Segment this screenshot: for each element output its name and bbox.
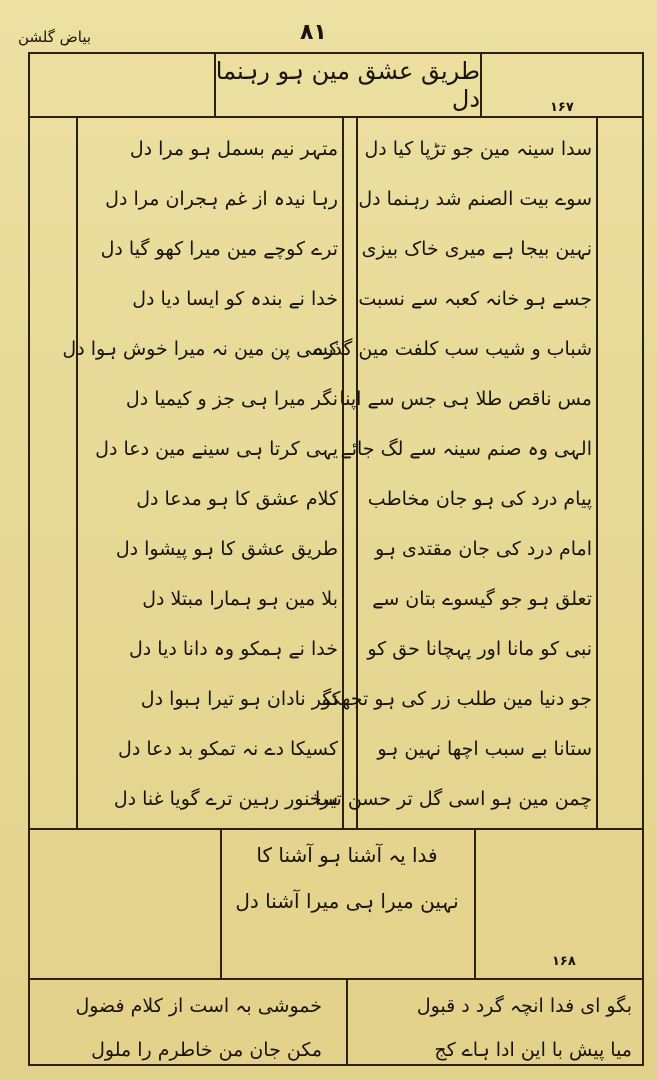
verse-line: کسیکا دے نہ تمکو بد دعا دل [118,738,338,760]
section-2-left-column [46,984,322,1072]
section-1-left-column [62,124,338,824]
verse-line: چمن مین ہو اسی گل تر حسن تیرا [315,788,592,810]
bottom-rule [30,978,642,980]
verse-line: یہی کرتا ہی سینے مین دعا دل [95,438,338,460]
verse-line: امام درد کی جان مقتدی ہو [375,538,592,560]
verse-line: ستانا بے سبب اچھا نہین ہو [377,738,592,760]
page-number: ۸۱ [300,20,327,45]
verse-line: کلام عشق کا ہو مدعا دل [136,488,338,510]
section-1-right-column [313,124,592,824]
verse-line: نگر میرا ہی جز و کیمیا دل [125,388,338,410]
verse-line: بلا مین ہو ہمارا مبتلا دل [142,588,338,610]
title-rule [30,116,642,118]
section-2-right-column [352,984,632,1072]
book-title: بیاض گلشن [18,28,92,46]
verse-line: شباب و شیب سب کلفت مین گذرے [313,338,592,360]
section-rule [30,828,642,830]
verse-line: میا پیش با این ادا ہاے کج [434,1039,632,1061]
verse-line: جو دنیا مین طلب زر کی ہو تجھکو [321,688,592,710]
bottom-divider [346,978,348,1064]
title-divider-right [480,54,482,116]
verse-line: بگو ای فدا انچہ گرد د قبول [416,995,632,1017]
verse-line: الہی وہ صنم سینہ سے لگ جائے [340,438,592,460]
verse-line: جسے ہو خانہ کعبہ سے نسبت [358,288,592,310]
verse-line: سوے بیت الصنم شد رہنما دل [358,188,592,210]
verse-line: نہین بیجا ہے میری خاک بیزی [361,238,592,260]
column-border-left [76,116,78,828]
verse-line: کسی پن مین نہ میرا خوش ہوا دل [62,338,338,360]
verse-line: رہا نیدہ از غم ہجران مرا دل [105,188,338,210]
verse-line: سخنور رہین ترے گویا غنا دل [113,788,338,810]
section-2-title-line: نہین میرا ہی میرا آشنا دل [235,889,459,913]
verse-line: تعلق ہو جو گیسوے بتان سے [372,588,592,610]
column-border-right [596,116,598,828]
verse-line: متہر نیم بسمل ہو مرا دل [129,138,338,160]
section-2-title [220,832,474,924]
verse-line: خدا نے بندہ کو ایسا دیا دل [132,288,338,310]
mid-divider-right [474,828,476,978]
verse-line: سدا سینہ مین جو تڑپا کیا دل [364,138,592,160]
section-2-verse-number: ۱۶۸ [552,954,576,969]
verse-line: نگر نادان ہو تیرا ہبوا دل [140,688,338,710]
verse-line: مس ناقص طلا ہی جس سے اپنا [339,388,592,410]
section-2-title-line: فدا یہ آشنا ہو آشنا کا [256,843,438,867]
section-1-title: طریق عشق مین ہو رہنما دل [215,57,480,113]
verse-line: پیام درد کی ہو جان مخاطب [367,488,592,510]
verse-line: خدا نے ہمکو وہ دانا دیا دل [128,638,338,660]
verse-line: نبی کو مانا اور پہچانا حق کو [367,638,592,660]
page-frame [28,52,644,1066]
verse-line: ترے کوچے مین میرا کھو گیا دل [100,238,338,260]
section-1-verse-number: ۱۶۷ [550,100,574,115]
verse-line: طریق عشق کا ہو پیشوا دل [115,538,338,560]
verse-line: مکن جان من خاطرم را ملول [91,1039,322,1061]
verse-line: خموشی بہ است از کلام فضول [75,995,322,1017]
